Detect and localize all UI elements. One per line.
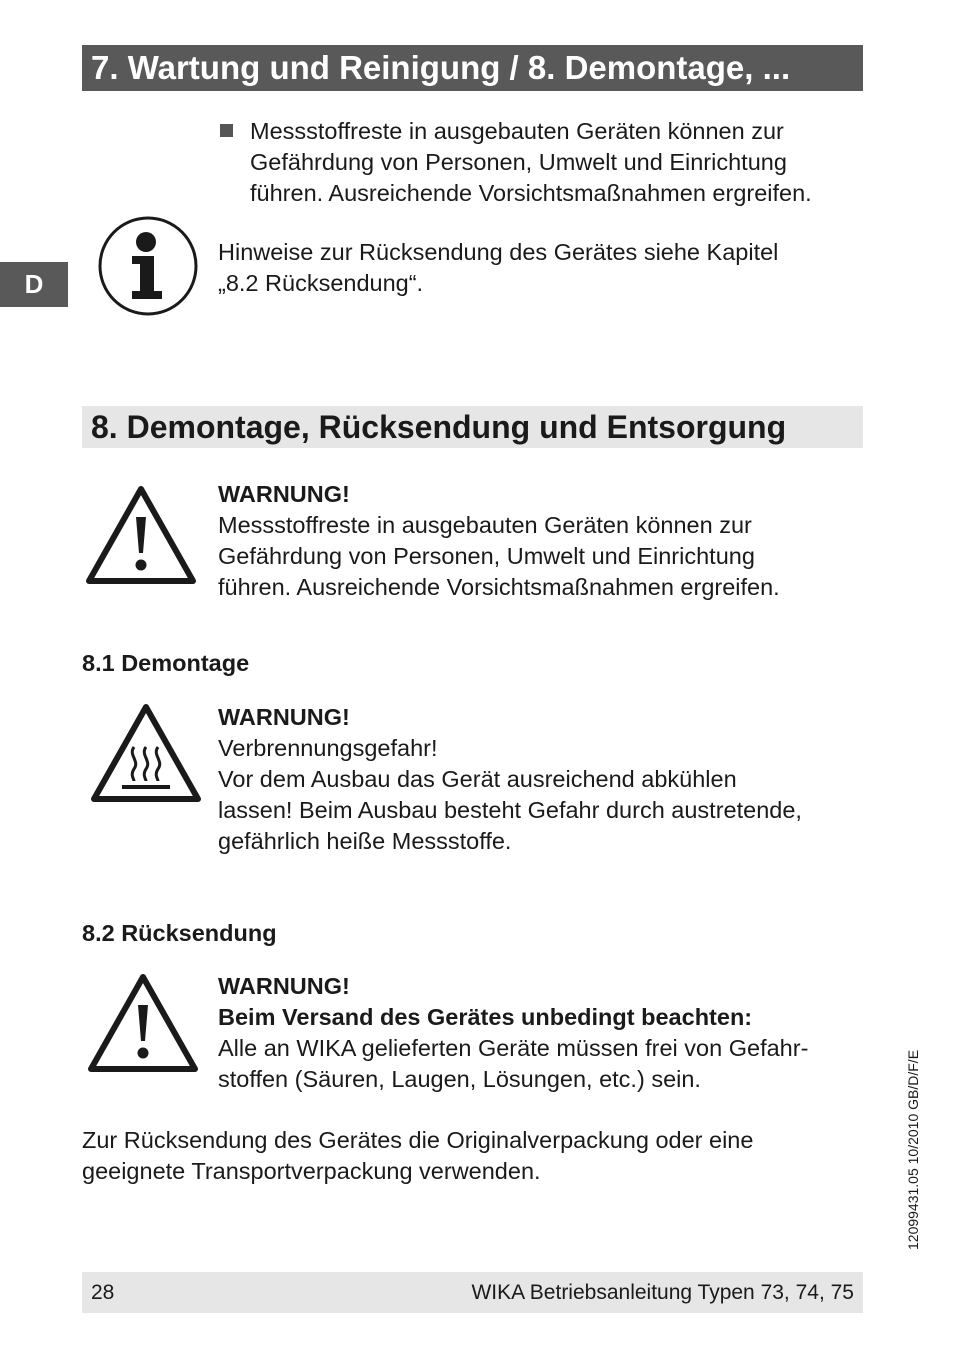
bullet-text: Messstoffreste in ausgebauten Geräten können zur Gefährdung von Personen, Umwelt und Einrichtung führen. Ausreichende Vorsichtsmaßnahmen ergreifen.	[250, 118, 812, 206]
hot-surface-warning-icon	[90, 703, 202, 803]
section-8-1-heading: 8.1 Demontage	[82, 650, 250, 676]
warning-triangle-icon	[87, 973, 199, 1073]
section-8-header	[82, 406, 863, 448]
bullet-square-icon	[220, 124, 233, 137]
closing-paragraph: Zur Rücksendung des Gerätes die Originalverpackung oder eine geeignete Transportverpackung verwenden.	[82, 1127, 754, 1184]
section-7-title: 7. Wartung und Reinigung / 8. Demontage, ...	[91, 49, 791, 86]
info-icon	[96, 214, 200, 318]
warning-2-label: WARNUNG!	[218, 704, 350, 730]
page-number: 28	[91, 1281, 115, 1304]
warning-triangle-icon	[85, 485, 197, 585]
language-tab-label: D	[24, 269, 44, 299]
language-tab	[0, 262, 68, 307]
document-code: 12099431.05 10/2010 GB/D/F/E	[905, 1049, 921, 1250]
warning-3-label: WARNUNG!	[218, 973, 350, 999]
warning-1-text: WARNUNG! Messstoffreste in ausgebauten Geräten können zur Gefährdung von Personen, Umwelt und Einrichtung führen. Ausreichende Vorsichtsmaßnahmen ergreifen.	[218, 481, 780, 600]
warning-3-bold-line: Beim Versand des Gerätes unbedingt beachten:	[218, 1004, 753, 1030]
info-text: Hinweise zur Rücksendung des Gerätes siehe Kapitel „8.2 Rücksendung“.	[218, 239, 779, 296]
section-8-title: 8. Demontage, Rücksendung und Entsorgung	[91, 409, 787, 445]
section-7-header	[82, 45, 863, 91]
section-8-2-heading: 8.2 Rücksendung	[82, 920, 277, 946]
warning-3-text: WARNUNG! Beim Versand des Gerätes unbedingt beachten: Alle an WIKA gelieferten Geräte müssen frei von Gefahr- stoffen (Säuren, Laugen, Lösungen, etc.) sein.	[218, 973, 809, 1092]
warning-1-label: WARNUNG!	[218, 481, 350, 507]
footer-title: WIKA Betriebsanleitung Typen 73, 74, 75	[471, 1281, 854, 1304]
page-footer	[82, 1272, 863, 1313]
warning-2-text: WARNUNG! Verbrennungsgefahr! Vor dem Ausbau das Gerät ausreichend abkühlen lassen! Beim Ausbau besteht Gefahr durch austretende, gefährlich heiße Messstoffe.	[218, 704, 802, 854]
